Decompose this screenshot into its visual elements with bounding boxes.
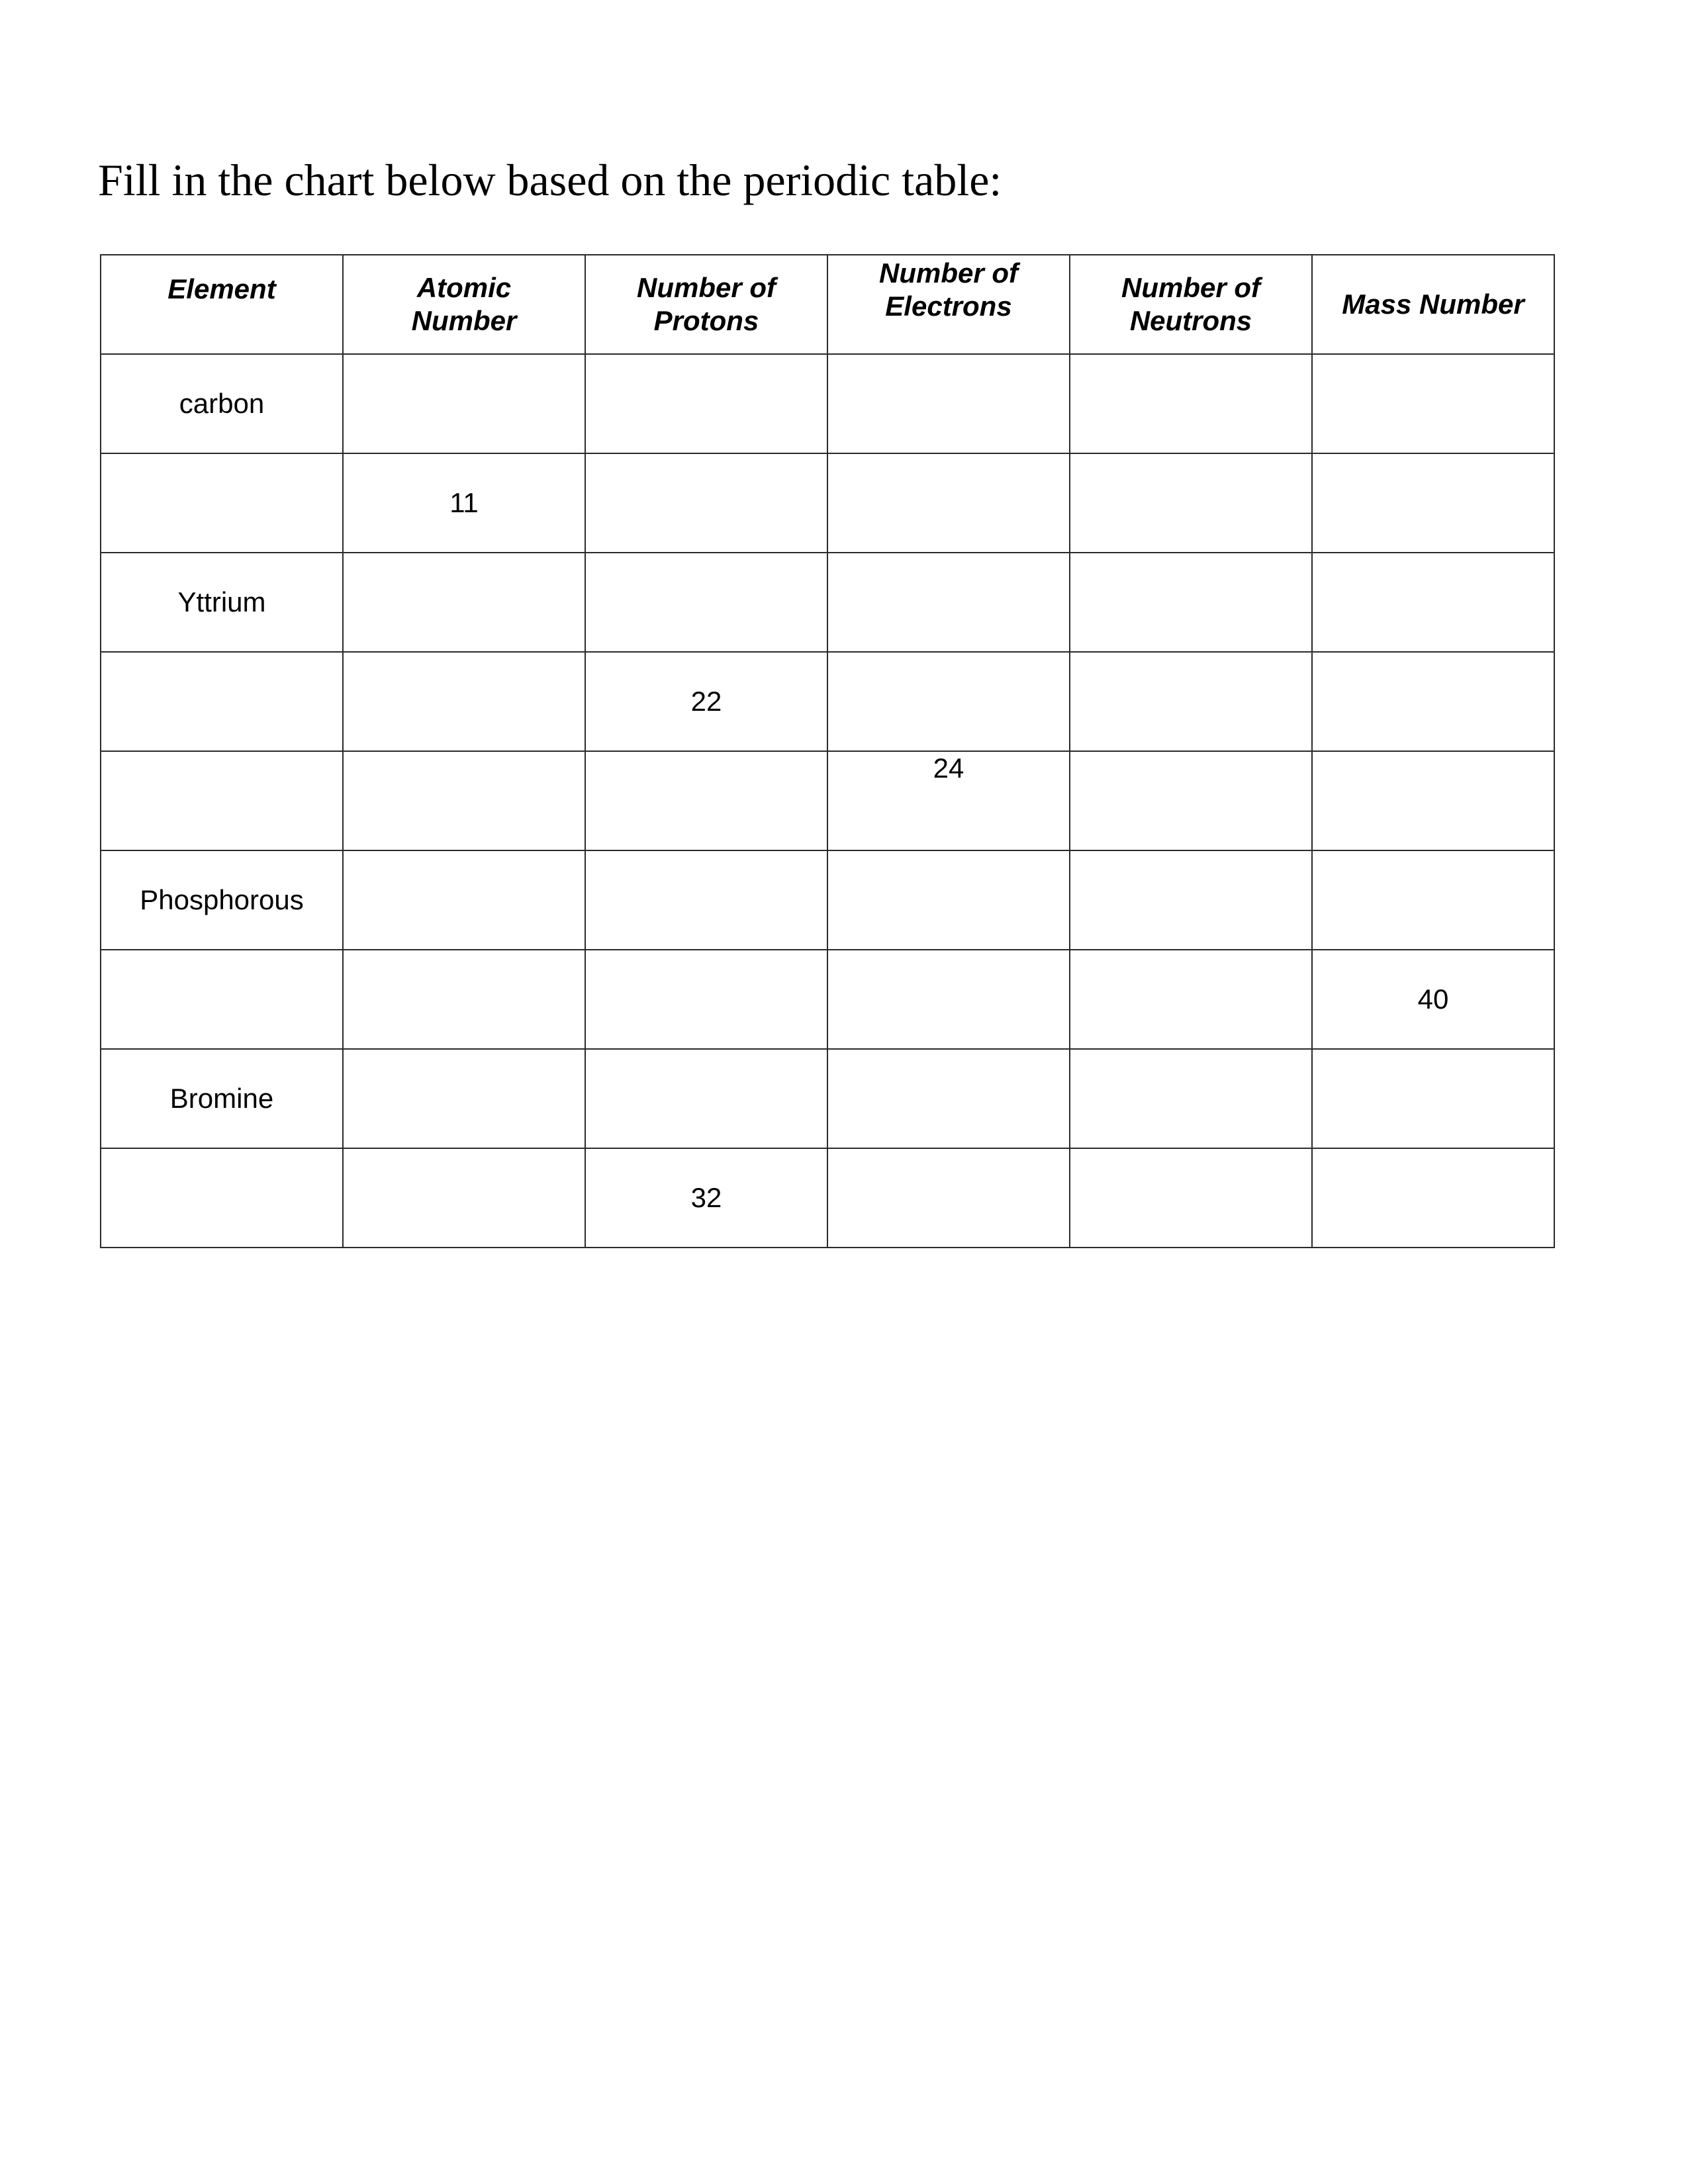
cell-mass-number[interactable] xyxy=(1312,553,1554,652)
cell-protons[interactable] xyxy=(585,850,827,950)
cell-mass-number[interactable] xyxy=(1312,652,1554,751)
cell-electrons[interactable] xyxy=(827,453,1070,553)
cell-electrons[interactable] xyxy=(827,1148,1070,1248)
cell-mass-number[interactable] xyxy=(1312,751,1554,850)
cell-neutrons[interactable] xyxy=(1070,1049,1312,1148)
cell-atomic-number[interactable] xyxy=(343,751,585,850)
cell-atomic-number[interactable] xyxy=(343,354,585,453)
cell-element[interactable]: Bromine xyxy=(101,1049,343,1148)
header-number-of-neutrons: Number of Neutrons xyxy=(1070,255,1312,354)
cell-neutrons[interactable] xyxy=(1070,354,1312,453)
cell-neutrons[interactable] xyxy=(1070,553,1312,652)
cell-neutrons[interactable] xyxy=(1070,453,1312,553)
cell-element[interactable]: carbon xyxy=(101,354,343,453)
cell-atomic-number[interactable] xyxy=(343,950,585,1049)
cell-element[interactable] xyxy=(101,453,343,553)
cell-electrons[interactable] xyxy=(827,850,1070,950)
cell-mass-number[interactable] xyxy=(1312,1148,1554,1248)
cell-element[interactable]: Phosphorous xyxy=(101,850,343,950)
cell-neutrons[interactable] xyxy=(1070,751,1312,850)
cell-neutrons[interactable] xyxy=(1070,1148,1312,1248)
table-row xyxy=(101,950,1554,1049)
cell-element[interactable] xyxy=(101,652,343,751)
cell-atomic-number[interactable] xyxy=(343,1049,585,1148)
cell-neutrons[interactable] xyxy=(1070,652,1312,751)
cell-protons[interactable] xyxy=(585,1049,827,1148)
cell-protons[interactable]: 22 xyxy=(585,652,827,751)
header-atomic-number: Atomic Number xyxy=(343,255,585,354)
cell-atomic-number[interactable] xyxy=(343,850,585,950)
cell-electrons[interactable] xyxy=(827,950,1070,1049)
header-number-of-protons: Number of Protons xyxy=(585,255,827,354)
cell-protons[interactable] xyxy=(585,751,827,850)
element-chart xyxy=(100,254,1555,1248)
table-row xyxy=(101,751,1554,850)
cell-neutrons[interactable] xyxy=(1070,950,1312,1049)
instruction-heading: Fill in the chart below based on the periodic table: xyxy=(98,155,1002,205)
header-mass-number: Mass Number xyxy=(1312,255,1554,354)
cell-electrons[interactable]: 24 xyxy=(827,751,1070,850)
cell-protons[interactable] xyxy=(585,354,827,453)
cell-protons[interactable] xyxy=(585,553,827,652)
cell-neutrons[interactable] xyxy=(1070,850,1312,950)
cell-protons[interactable]: 32 xyxy=(585,1148,827,1248)
cell-protons[interactable] xyxy=(585,950,827,1049)
cell-mass-number[interactable] xyxy=(1312,453,1554,553)
cell-element[interactable] xyxy=(101,950,343,1049)
table-row xyxy=(101,850,1554,950)
header-number-of-electrons: Number of Electrons xyxy=(827,255,1070,354)
table-row xyxy=(101,553,1554,652)
table-row xyxy=(101,453,1554,553)
table-row xyxy=(101,1049,1554,1148)
header-row xyxy=(101,255,1554,354)
cell-mass-number[interactable] xyxy=(1312,354,1554,453)
cell-element[interactable]: Yttrium xyxy=(101,553,343,652)
table-row xyxy=(101,1148,1554,1248)
cell-electrons[interactable] xyxy=(827,1049,1070,1148)
table-row xyxy=(101,354,1554,453)
cell-atomic-number[interactable] xyxy=(343,652,585,751)
table-row xyxy=(101,652,1554,751)
cell-electrons[interactable] xyxy=(827,354,1070,453)
cell-atomic-number[interactable] xyxy=(343,1148,585,1248)
cell-mass-number[interactable]: 40 xyxy=(1312,950,1554,1049)
cell-mass-number[interactable] xyxy=(1312,850,1554,950)
header-element: Element xyxy=(101,255,343,354)
cell-electrons[interactable] xyxy=(827,553,1070,652)
cell-mass-number[interactable] xyxy=(1312,1049,1554,1148)
cell-element[interactable] xyxy=(101,751,343,850)
cell-electrons[interactable] xyxy=(827,652,1070,751)
cell-element[interactable] xyxy=(101,1148,343,1248)
cell-atomic-number[interactable]: 11 xyxy=(343,453,585,553)
cell-protons[interactable] xyxy=(585,453,827,553)
cell-atomic-number[interactable] xyxy=(343,553,585,652)
